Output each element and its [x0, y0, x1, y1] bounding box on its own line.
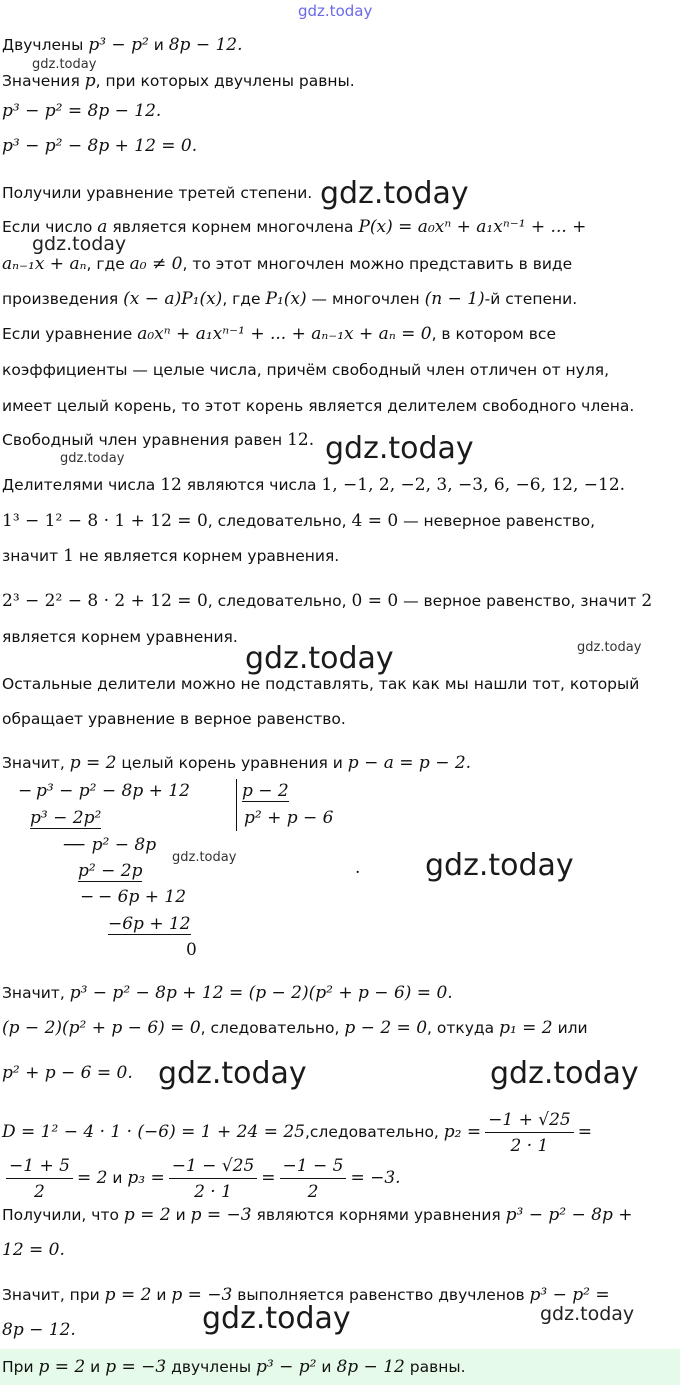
dividend: p³ − p² − 8p + 12	[36, 781, 190, 801]
division-step: p² − 2p	[78, 861, 143, 881]
fraction: $\frac{-1 - √25}{2 \cdot 1}$	[169, 1155, 258, 1203]
equation: p³ − p² = 8p − 12.	[2, 101, 162, 121]
watermark: gdz.today	[60, 451, 125, 466]
equation: p³ − p² − 8p + 12 = 0.	[2, 136, 198, 156]
text-line: Двучлены p³ − p² и 8p − 12.	[2, 35, 243, 55]
watermark: gdz.today	[320, 176, 469, 211]
watermark: gdz.today	[202, 1301, 351, 1336]
text-line: является корнем уравнения.	[2, 628, 238, 646]
division-step: − p² − 8p	[72, 835, 157, 855]
text-line: 1³ − 1² − 8 · 1 + 12 = 0, следовательно, 4 = 0 — неверное равенство,	[2, 511, 596, 531]
fraction: $\frac{-1 - 5}{2}$	[280, 1155, 347, 1203]
division-step: −6p + 12	[108, 914, 191, 934]
text-line: aₙ₋₁x + aₙ, где a₀ ≠ 0, то этот многочлен можно представить в виде	[2, 254, 573, 274]
divisor: p − 2	[242, 781, 289, 801]
text-line: Если уравнение a₀xⁿ + a₁xⁿ⁻¹ + ... + aₙ₋₁x + aₙ = 0, в котором все	[2, 324, 556, 344]
watermark: gdz.today	[245, 641, 394, 676]
watermark: gdz.today	[425, 848, 574, 883]
text-line: Значения p, при которых двучлены равны.	[2, 71, 355, 91]
watermark: gdz.today	[325, 431, 474, 466]
fraction: $\frac{-1 + √25}{2 \cdot 1}$	[485, 1109, 574, 1157]
text-line: Получили, что p = 2 и p = −3 являются корнями уравнения p³ − p² − 8p +	[2, 1205, 633, 1225]
watermark: gdz.today	[490, 1056, 639, 1091]
stray-dot: .	[355, 858, 361, 878]
text-line: Остальные делители можно не подставлять, так как мы нашли тот, который	[2, 675, 640, 693]
quotient: p² + p − 6	[244, 808, 334, 828]
division-bar	[236, 779, 237, 831]
equation: 12 = 0.	[2, 1240, 65, 1260]
text-line: произведения (x − a)P₁(x), где P₁(x) — многочлен (n − 1)-й степени.	[2, 289, 578, 309]
division-minus: −	[18, 781, 33, 801]
text-line: Значит, p = 2 целый корень уравнения и p − a = p − 2.	[2, 753, 472, 773]
division-minus: −	[80, 887, 95, 907]
division-step: p³ − 2p²	[30, 808, 102, 828]
text-line: D = 1² − 4 · 1 · (−6) = 1 + 24 = 25,следовательно, p₂ = $\frac{-1 + √25}{2 \cdot 1}$ =	[2, 1109, 592, 1156]
text-line: Значит, p³ − p² − 8p + 12 = (p − 2)(p² + p − 6) = 0.	[2, 983, 453, 1003]
division-remainder: 0	[186, 940, 197, 960]
text-line: Значит, при p = 2 и p = −3 выполняется равенство двучленов p³ − p² =	[2, 1285, 610, 1305]
division-minus: −	[62, 835, 77, 855]
text-line: Получили уравнение третей степени.	[2, 184, 313, 202]
text-line: имеет целый корень, то этот корень является делителем свободного члена.	[2, 397, 635, 415]
watermark: gdz.today	[577, 640, 642, 655]
text-line: (p − 2)(p² + p − 6) = 0, следовательно, p − 2 = 0, откуда p₁ = 2 или	[2, 1018, 588, 1038]
division-step: − 6p + 12	[98, 887, 187, 907]
text-line: Делителями числа 12 являются числа 1, −1, 2, −2, 3, −3, 6, −6, 12, −12.	[2, 475, 626, 495]
watermark: gdz.today	[158, 1056, 307, 1091]
answer-line: При p = 2 и p = −3 двучлены p³ − p² и 8p − 12 равны.	[2, 1357, 466, 1377]
text-line: Свободный член уравнения равен 12.	[2, 430, 315, 450]
fraction: $\frac{-1 + 5}{2}$	[6, 1155, 73, 1203]
watermark-top: gdz.today	[298, 2, 373, 20]
watermark: gdz.today	[32, 57, 97, 72]
equation: 8p − 12.	[2, 1320, 76, 1340]
text-line: обращает уравнение в верное равенство.	[2, 710, 346, 728]
text-line: Если число a является корнем многочлена P(x) = a₀xⁿ + a₁xⁿ⁻¹ + ... +	[2, 217, 587, 237]
text-line: 2³ − 2² − 8 · 2 + 12 = 0, следовательно, 0 = 0 — верное равенство, значит 2	[2, 591, 653, 611]
equation: p² + p − 6 = 0.	[2, 1063, 133, 1083]
text-line: коэффициенты — целые числа, причём свободный член отличен от нуля,	[2, 361, 609, 379]
text-line: значит 1 не является корнем уравнения.	[2, 546, 340, 566]
text-line: $\frac{-1 + 5}{2}$ = 2 и p₃ = $\frac{-1 - √25}{2 \cdot 1}$ = $\frac{-1 - 5}{2}$ = −3.	[2, 1150, 401, 1206]
watermark: gdz.today	[172, 850, 237, 865]
watermark: gdz.today	[32, 233, 127, 255]
watermark: gdz.today	[540, 1303, 635, 1325]
